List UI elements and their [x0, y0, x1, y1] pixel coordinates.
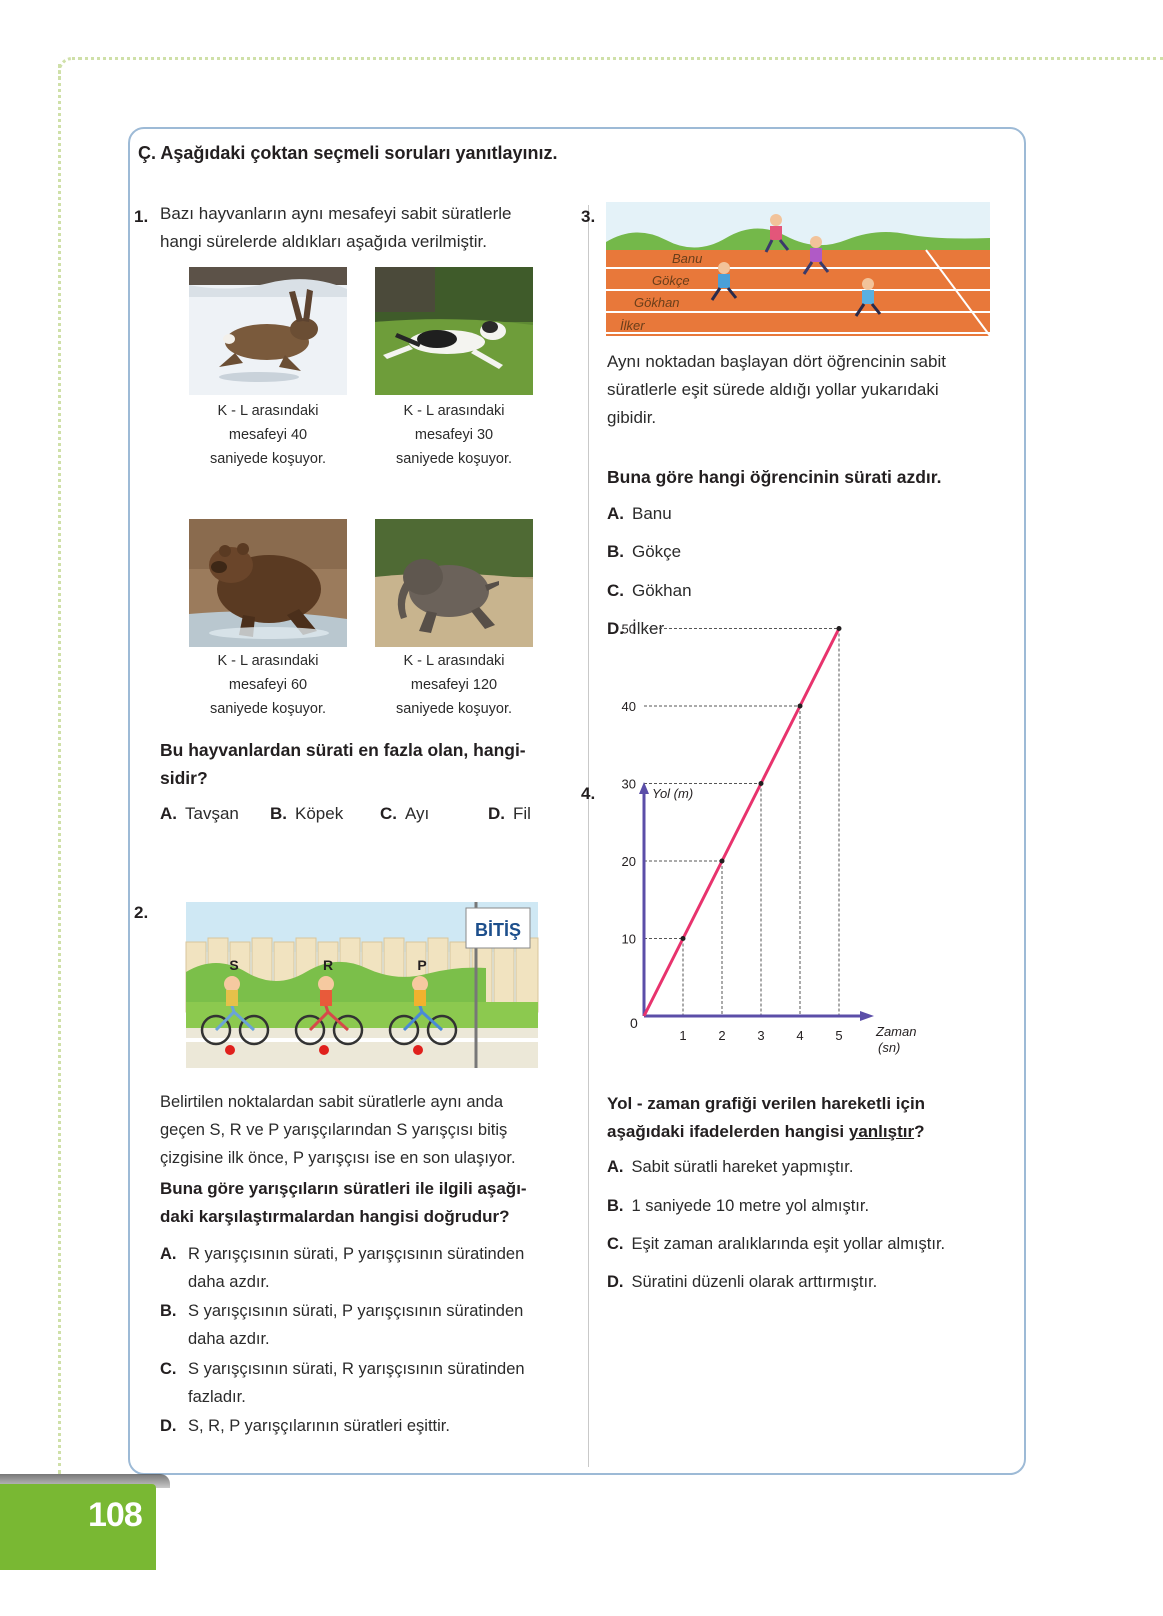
q3-option-b[interactable] [607, 542, 681, 562]
elephant-caption [364, 649, 544, 721]
x-axis-arrow [860, 1011, 874, 1021]
q2-option-b-line2: daha azdır. [188, 1330, 270, 1348]
q3-option-c[interactable] [607, 581, 692, 601]
bear-caption-line3: saniyede koşuyor. [209, 701, 327, 717]
rider-s-label: S [229, 957, 239, 973]
dog-caption-line1: K - L arasındaki [403, 403, 505, 419]
page-number: 108 [88, 1496, 142, 1534]
q2-option-a-line1: R yarışçısının sürati, P yarışçısının süratinden [188, 1245, 525, 1263]
q4-option-d[interactable] [607, 1273, 877, 1292]
q1-option-d-text: Fil [513, 804, 531, 823]
data-point-1 [681, 936, 686, 941]
q3-option-a-text: Banu [632, 504, 672, 523]
q2-text-line3: çizgisine ilk önce, P yarışçısı ise en son ulaşıyor. [160, 1149, 516, 1167]
q1-intro [160, 200, 512, 256]
q4-option-b[interactable] [607, 1197, 869, 1216]
q1-intro-line2: hangi sürelerde aldıkları aşağıda verilmiştir. [160, 232, 487, 251]
dog-caption-line3: saniyede koşuyor. [395, 451, 513, 467]
q2-option-d-line1: S, R, P yarışçılarının süratleri eşittir. [188, 1417, 450, 1435]
q1-option-c[interactable] [380, 804, 429, 824]
q2-option-a-line2: daha azdır. [188, 1273, 270, 1291]
x-tick-3: 3 [757, 1028, 765, 1043]
q4-option-c-text: Eşit zaman aralıklarında eşit yollar almıştır. [631, 1235, 946, 1253]
chart-origin-label: 0 [630, 1015, 638, 1031]
q1-option-c-text: Ayı [405, 804, 430, 823]
lane-label-ilker: İlker [620, 318, 645, 333]
elephant-caption-line2: mesafeyi 120 [410, 677, 498, 693]
q2-text-line1: Belirtilen noktalardan sabit süratlerle aynı anda [160, 1093, 504, 1111]
q3-option-c-text: Gökhan [632, 581, 692, 600]
chart-y-axis-label: Yol (m) [652, 786, 694, 801]
q2-option-b-letter: B. [160, 1302, 177, 1320]
bear-photo [189, 519, 347, 647]
q4-option-c[interactable] [607, 1235, 945, 1254]
q4-question-line2 [607, 1118, 991, 1146]
lane-label-gokhan: Gökhan [634, 295, 680, 310]
rider-r-label: R [322, 957, 334, 973]
elephant-caption-line3: saniyede koşuyor. [395, 701, 513, 717]
q1-option-a-text: Tavşan [185, 804, 239, 823]
q3-option-c-letter: C. [607, 581, 624, 600]
q4-option-d-letter: D. [607, 1273, 624, 1291]
q4-option-b-letter: B. [607, 1197, 624, 1215]
q1-option-d[interactable] [488, 804, 531, 824]
dog-caption-line2: mesafeyi 30 [414, 427, 494, 443]
q2-option-b[interactable] [160, 1297, 580, 1353]
q1-option-b[interactable] [270, 804, 343, 824]
dog-photo [375, 267, 533, 395]
q1-option-c-letter: C. [380, 804, 397, 823]
q3-text [607, 348, 946, 432]
y-tick-30: 30 [621, 776, 636, 792]
q3-question: Buna göre hangi öğrencinin sürati azdır. [607, 467, 942, 487]
q4-question-line1: Yol - zaman grafiği verilen hareketli için [607, 1094, 926, 1113]
y-tick-10: 10 [621, 931, 636, 947]
q3-number: 3. [581, 207, 596, 226]
q1-option-d-letter: D. [488, 804, 505, 823]
q1-intro-line1: Bazı hayvanların aynı mesafeyi sabit süratlerle [160, 204, 512, 223]
decorative-border [58, 57, 81, 80]
data-point-3 [759, 781, 764, 786]
lane-label-banu: Banu [672, 251, 703, 266]
section-title: Ç. Aşağıdaki çoktan seçmeli soruları yanıtlayınız. [138, 143, 558, 163]
bear-caption-line2: mesafeyi 60 [228, 677, 308, 693]
q3-option-b-text: Gökçe [632, 542, 682, 561]
rider-p-label: P [417, 957, 427, 973]
q2-option-d-letter: D. [160, 1417, 177, 1435]
q2-question-line2: daki karşılaştırmalardan hangisi doğrudur? [160, 1207, 510, 1226]
q2-text [160, 1088, 516, 1172]
q1-option-b-letter: B. [270, 804, 287, 823]
q4-question-line2-text: aşağıdaki ifadelerden hangisi [607, 1122, 849, 1141]
q2-question [160, 1175, 527, 1231]
elephant-photo [375, 519, 533, 647]
elephant-caption-line1: K - L arasındaki [403, 653, 505, 669]
lane-label-gokce: Gökçe [652, 273, 690, 288]
q3-option-b-letter: B. [607, 542, 624, 561]
x-tick-1: 1 [679, 1028, 687, 1043]
q2-option-a[interactable] [160, 1240, 580, 1296]
q2-option-c-line2: fazladır. [188, 1388, 246, 1406]
bear-caption [178, 649, 358, 721]
q4-option-d-text: Süratini düzenli olarak arttırmıştır. [631, 1273, 878, 1291]
q1-option-a-letter: A. [160, 804, 177, 823]
column-divider [588, 205, 589, 1467]
q4-option-b-text: 1 saniyede 10 metre yol almıştır. [631, 1197, 870, 1215]
q1-option-b-text: Köpek [295, 804, 344, 823]
x-tick-2: 2 [718, 1028, 726, 1043]
q2-option-a-letter: A. [160, 1245, 177, 1263]
q4-question-mark: ? [914, 1122, 925, 1141]
q3-option-d-letter: D. [607, 619, 624, 638]
q2-option-c-line1: S yarışçısının sürati, R yarışçısının süratinden [188, 1360, 525, 1378]
q3-option-d-text: İlker [632, 619, 665, 638]
q1-number: 1. [134, 207, 149, 226]
q4-option-a-letter: A. [607, 1158, 624, 1176]
dog-caption [364, 399, 544, 471]
q1-question-line2: sidir? [160, 768, 208, 788]
q4-option-a[interactable] [607, 1158, 853, 1177]
q4-number: 4. [581, 784, 596, 803]
rabbit-photo [189, 267, 347, 395]
data-point-5 [837, 626, 842, 631]
rabbit-caption-line1: K - L arasındaki [217, 403, 319, 419]
y-tick-50: 50 [621, 621, 636, 637]
q3-option-a-letter: A. [607, 504, 624, 523]
bicycle-race-illustration [186, 902, 538, 1068]
decorative-border-left [58, 64, 61, 1474]
y-tick-40: 40 [621, 699, 636, 714]
y-axis-arrow [639, 782, 649, 794]
q2-question-line1: Buna göre yarışçıların süratleri ile ilgili aşağı- [160, 1179, 527, 1198]
q2-number: 2. [134, 903, 149, 922]
q2-text-line2: geçen S, R ve P yarışçılarından S yarışçısı bitiş [160, 1121, 508, 1139]
q2-option-c-letter: C. [160, 1360, 177, 1378]
q4-question-underlined-word: yanlıştır [848, 1122, 915, 1141]
q1-question-line1: Bu hayvanlardan sürati en fazla olan, hangi- [160, 740, 526, 760]
rabbit-caption-line3: saniyede koşuyor. [209, 451, 327, 467]
finish-sign-label: BİTİŞ [474, 920, 522, 940]
q1-option-a[interactable] [160, 804, 239, 824]
chart-x-axis-unit: (sn) [878, 1040, 901, 1055]
q4-option-a-text: Sabit süratli hareket yapmıştır. [631, 1158, 854, 1176]
x-tick-4: 4 [796, 1028, 804, 1043]
q3-text-line3: gibidir. [607, 408, 657, 427]
decorative-border-top [72, 57, 1163, 60]
running-track-illustration [606, 202, 990, 336]
q2-option-b-line1: S yarışçısının sürati, P yarışçısının süratinden [188, 1302, 524, 1320]
data-point-4 [798, 704, 803, 709]
q3-option-a[interactable] [607, 504, 672, 524]
q4-option-c-letter: C. [607, 1235, 624, 1253]
y-tick-20: 20 [621, 854, 636, 869]
q4-question [607, 1090, 991, 1146]
q2-option-d[interactable] [160, 1412, 580, 1440]
q3-text-line2: süratlerle eşit sürede aldığı yollar yukarıdaki [607, 380, 939, 399]
bear-caption-line1: K - L arasındaki [217, 653, 319, 669]
rabbit-caption-line2: mesafeyi 40 [228, 427, 308, 443]
chart-x-axis-label: Zaman [876, 1024, 917, 1039]
x-tick-5: 5 [835, 1028, 843, 1043]
q2-option-c[interactable] [160, 1355, 580, 1411]
q1-question [160, 736, 526, 792]
data-point-2 [720, 859, 725, 864]
rabbit-caption [178, 399, 358, 471]
q3-text-line1: Aynı noktadan başlayan dört öğrencinin sabit [607, 352, 946, 371]
